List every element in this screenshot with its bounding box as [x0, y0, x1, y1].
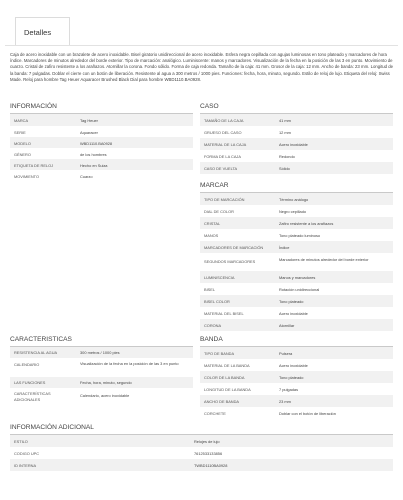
table-row: [200, 383, 393, 395]
table-row: [200, 114, 393, 126]
spec-label: CRISTAL: [200, 217, 275, 229]
table-row: [10, 170, 193, 181]
spec-label: SERIE: [14, 130, 26, 135]
table-row: [200, 253, 393, 271]
spec-value: Tono plateado: [275, 295, 393, 307]
table-row: [10, 114, 193, 126]
section-title-banda: BANDA: [200, 336, 223, 343]
spec-value: Acero inoxidable: [275, 138, 393, 150]
table-marcar: [200, 193, 393, 331]
table-row: [10, 137, 193, 148]
spec-value: Tono plateado: [275, 371, 393, 383]
table-row: [200, 319, 393, 331]
spec-label: CODIGO UPC: [14, 451, 40, 456]
spec-value: 41 mm: [275, 114, 393, 126]
section-title-marcar: MARCAR: [200, 182, 229, 189]
spec-label: MATERIAL DEL BISEL: [204, 311, 244, 316]
table-informacion-adicional: [10, 435, 393, 471]
spec-label: ANCHO DE BANDA: [200, 395, 275, 407]
spec-value: WBD1110.BA0928: [76, 137, 193, 148]
spec-label: CASO DE VUELTA: [200, 162, 275, 174]
spec-value: 7612533133856: [194, 451, 223, 456]
section-title-caracteristicas: CARACTERISTICAS: [10, 336, 72, 343]
spec-label: GÉNERO: [14, 152, 31, 157]
spec-label: ID INTERNA: [10, 459, 190, 471]
table-row: [200, 126, 393, 138]
spec-value: Fecha, hora, minuto, segundo: [76, 377, 193, 388]
spec-value: Calendario, acero inoxidable: [80, 393, 130, 398]
spec-value: Sólido: [275, 162, 393, 174]
spec-value: 23 mm: [275, 395, 393, 407]
table-row: [200, 307, 393, 319]
spec-value: Pulsera: [275, 347, 393, 359]
spec-value: Zafiro resistente a los arañazos: [275, 217, 393, 229]
spec-value: Relojes de lujo: [190, 435, 393, 447]
spec-label: BISEL: [204, 287, 216, 292]
spec-value: Cuarzo: [80, 174, 93, 179]
spec-label: MARCADORES DE MARCACIÓN: [200, 241, 275, 253]
spec-label: ETIQUETA DE RELOJ: [10, 159, 76, 170]
table-caso: [200, 114, 393, 174]
spec-label: SEGUNDOS MARCADORES: [204, 259, 256, 264]
spec-label: COLOR DE LA BANDA: [200, 371, 275, 383]
spec-label: MOVIMIENTO: [14, 174, 40, 179]
spec-value: Término análogo: [275, 193, 393, 205]
table-informacion: [10, 114, 193, 181]
table-row: [10, 377, 193, 388]
spec-value: Manos y marcadores: [275, 271, 393, 283]
spec-value: Marcadores de minutos alrededor del borde exterior: [279, 257, 369, 262]
spec-label: ESTILO: [10, 435, 190, 447]
spec-label: MATERIAL DE LA CAJA: [200, 138, 275, 150]
section-title-informacion-adicional: INFORMACIÓN ADICIONAL: [10, 424, 94, 431]
spec-label: CORONA: [200, 319, 275, 331]
spec-label: CALENDARIO: [14, 362, 40, 367]
spec-value: Aquaracer: [80, 130, 98, 135]
table-row: [10, 148, 193, 159]
spec-label: LAS FUNCIONES: [10, 377, 76, 388]
spec-value: Tono plateado luminoso: [279, 233, 321, 238]
spec-value: de los hombres: [80, 152, 107, 157]
table-row: [10, 435, 393, 447]
table-row: [200, 271, 393, 283]
table-row: [10, 126, 193, 137]
table-row: [10, 459, 393, 471]
table-row: [200, 205, 393, 217]
table-row: [200, 193, 393, 205]
table-row: [10, 159, 193, 170]
spec-label: RESISTENCIA AL AGUA: [10, 347, 76, 358]
table-banda: [200, 347, 393, 419]
spec-value: Redondo: [279, 154, 295, 159]
spec-label: BISEL COLOR: [200, 295, 275, 307]
spec-label: MANOS: [204, 233, 219, 238]
spec-label: GRUESO DEL CASO: [204, 130, 242, 135]
table-row: [200, 371, 393, 383]
spec-value: Doblar con el botón de liberación: [279, 411, 336, 416]
table-row: [200, 229, 393, 241]
section-title-caso: CASO: [200, 103, 219, 110]
spec-label: TAMAÑO DE LA CAJA: [200, 114, 275, 126]
spec-label: TIPO DE MARCACIÓN: [200, 193, 275, 205]
table-row: [10, 347, 193, 358]
spec-value: Hecho en Suiza: [76, 159, 193, 170]
tab-detalles[interactable]: Detalles: [15, 17, 70, 45]
spec-value: 12 mm: [279, 130, 291, 135]
spec-label: MODELO: [10, 137, 76, 148]
spec-value: 300 metros / 1000 pies: [76, 347, 193, 358]
spec-label: LUMINISCENCIA: [200, 271, 275, 283]
spec-value: Negro cepillado: [279, 209, 307, 214]
product-description: Caja de acero inoxidable con un brazalete de acero inoxidable. Bisel giratorio unidireccional de acero inoxidable. Esfera negra cepillada con agujas luminosas en tono plateado y marcadores de hora índice. Marcadores de minutos alrededor del borde exterior. Tipo de marcación: analógico. Luminiscente: manos y marcadores. Visualización de la fecha en la posición de las 3 en punto. Movimiento de cuarzo. Cristal de zafiro resistente a los arañazos. Atornillar la corona. Fondo sólido. Forma de caja redonda. Tamaño de la caja: 41 mm. Grosor de la caja: 12 mm. Ancho de banda: 23 mm. Longitud de la banda: 7 pulgadas. Doblar el cierre con un botón de liberación. Resistente al agua a 300 metros / 1000 pies. Funciones: fecha, hora, minuto, segundo. Estilo de reloj de lujo. Etiqueta del reloj: Swiss Made. Reloj para hombre Tag Heuer Aquaracer Brushed Black Dial para hombre WBD1110.BA0928.: [10, 52, 394, 82]
spec-value: Visualización de la fecha en la posición de las 3 en punto: [80, 361, 179, 366]
spec-label: TIPO DE BANDA: [200, 347, 275, 359]
table-row: [10, 388, 193, 406]
table-row: [200, 217, 393, 229]
spec-value: TWBD1110BA0928: [190, 459, 393, 471]
table-row: [200, 295, 393, 307]
spec-value: Índice: [275, 241, 393, 253]
table-caracteristicas: [10, 347, 193, 406]
table-row: [200, 241, 393, 253]
table-row: [200, 359, 393, 371]
table-row: [200, 150, 393, 162]
spec-label: DIAL DE COLOR: [204, 209, 234, 214]
spec-label: CARACTERÍSTICAS ADICIONALES: [14, 391, 51, 402]
spec-value: Acero inoxidable: [279, 363, 308, 368]
spec-value: Atornillar: [275, 319, 393, 331]
table-row: [10, 447, 393, 459]
spec-label: FORMA DE LA CAJA: [204, 154, 241, 159]
spec-label: MATERIAL DE LA BANDA: [204, 363, 250, 368]
section-title-informacion: INFORMACIÓN: [10, 103, 57, 110]
table-row: [10, 358, 193, 377]
tab-bar: [5, 5, 398, 46]
spec-value: 7 pulgadas: [279, 387, 299, 392]
spec-label: LONGITUD DE LA BANDA: [204, 387, 251, 392]
table-row: [200, 283, 393, 295]
spec-value: Acero inoxidable: [279, 311, 308, 316]
table-row: [200, 162, 393, 174]
table-row: [200, 395, 393, 407]
table-row: [200, 138, 393, 150]
spec-label: MARCA: [10, 114, 76, 126]
spec-label: CORCHETE: [204, 411, 226, 416]
spec-value: Tag Heuer: [76, 114, 193, 126]
spec-value: Rotación unidireccional: [279, 287, 320, 292]
table-row: [200, 347, 393, 359]
table-row: [200, 407, 393, 419]
